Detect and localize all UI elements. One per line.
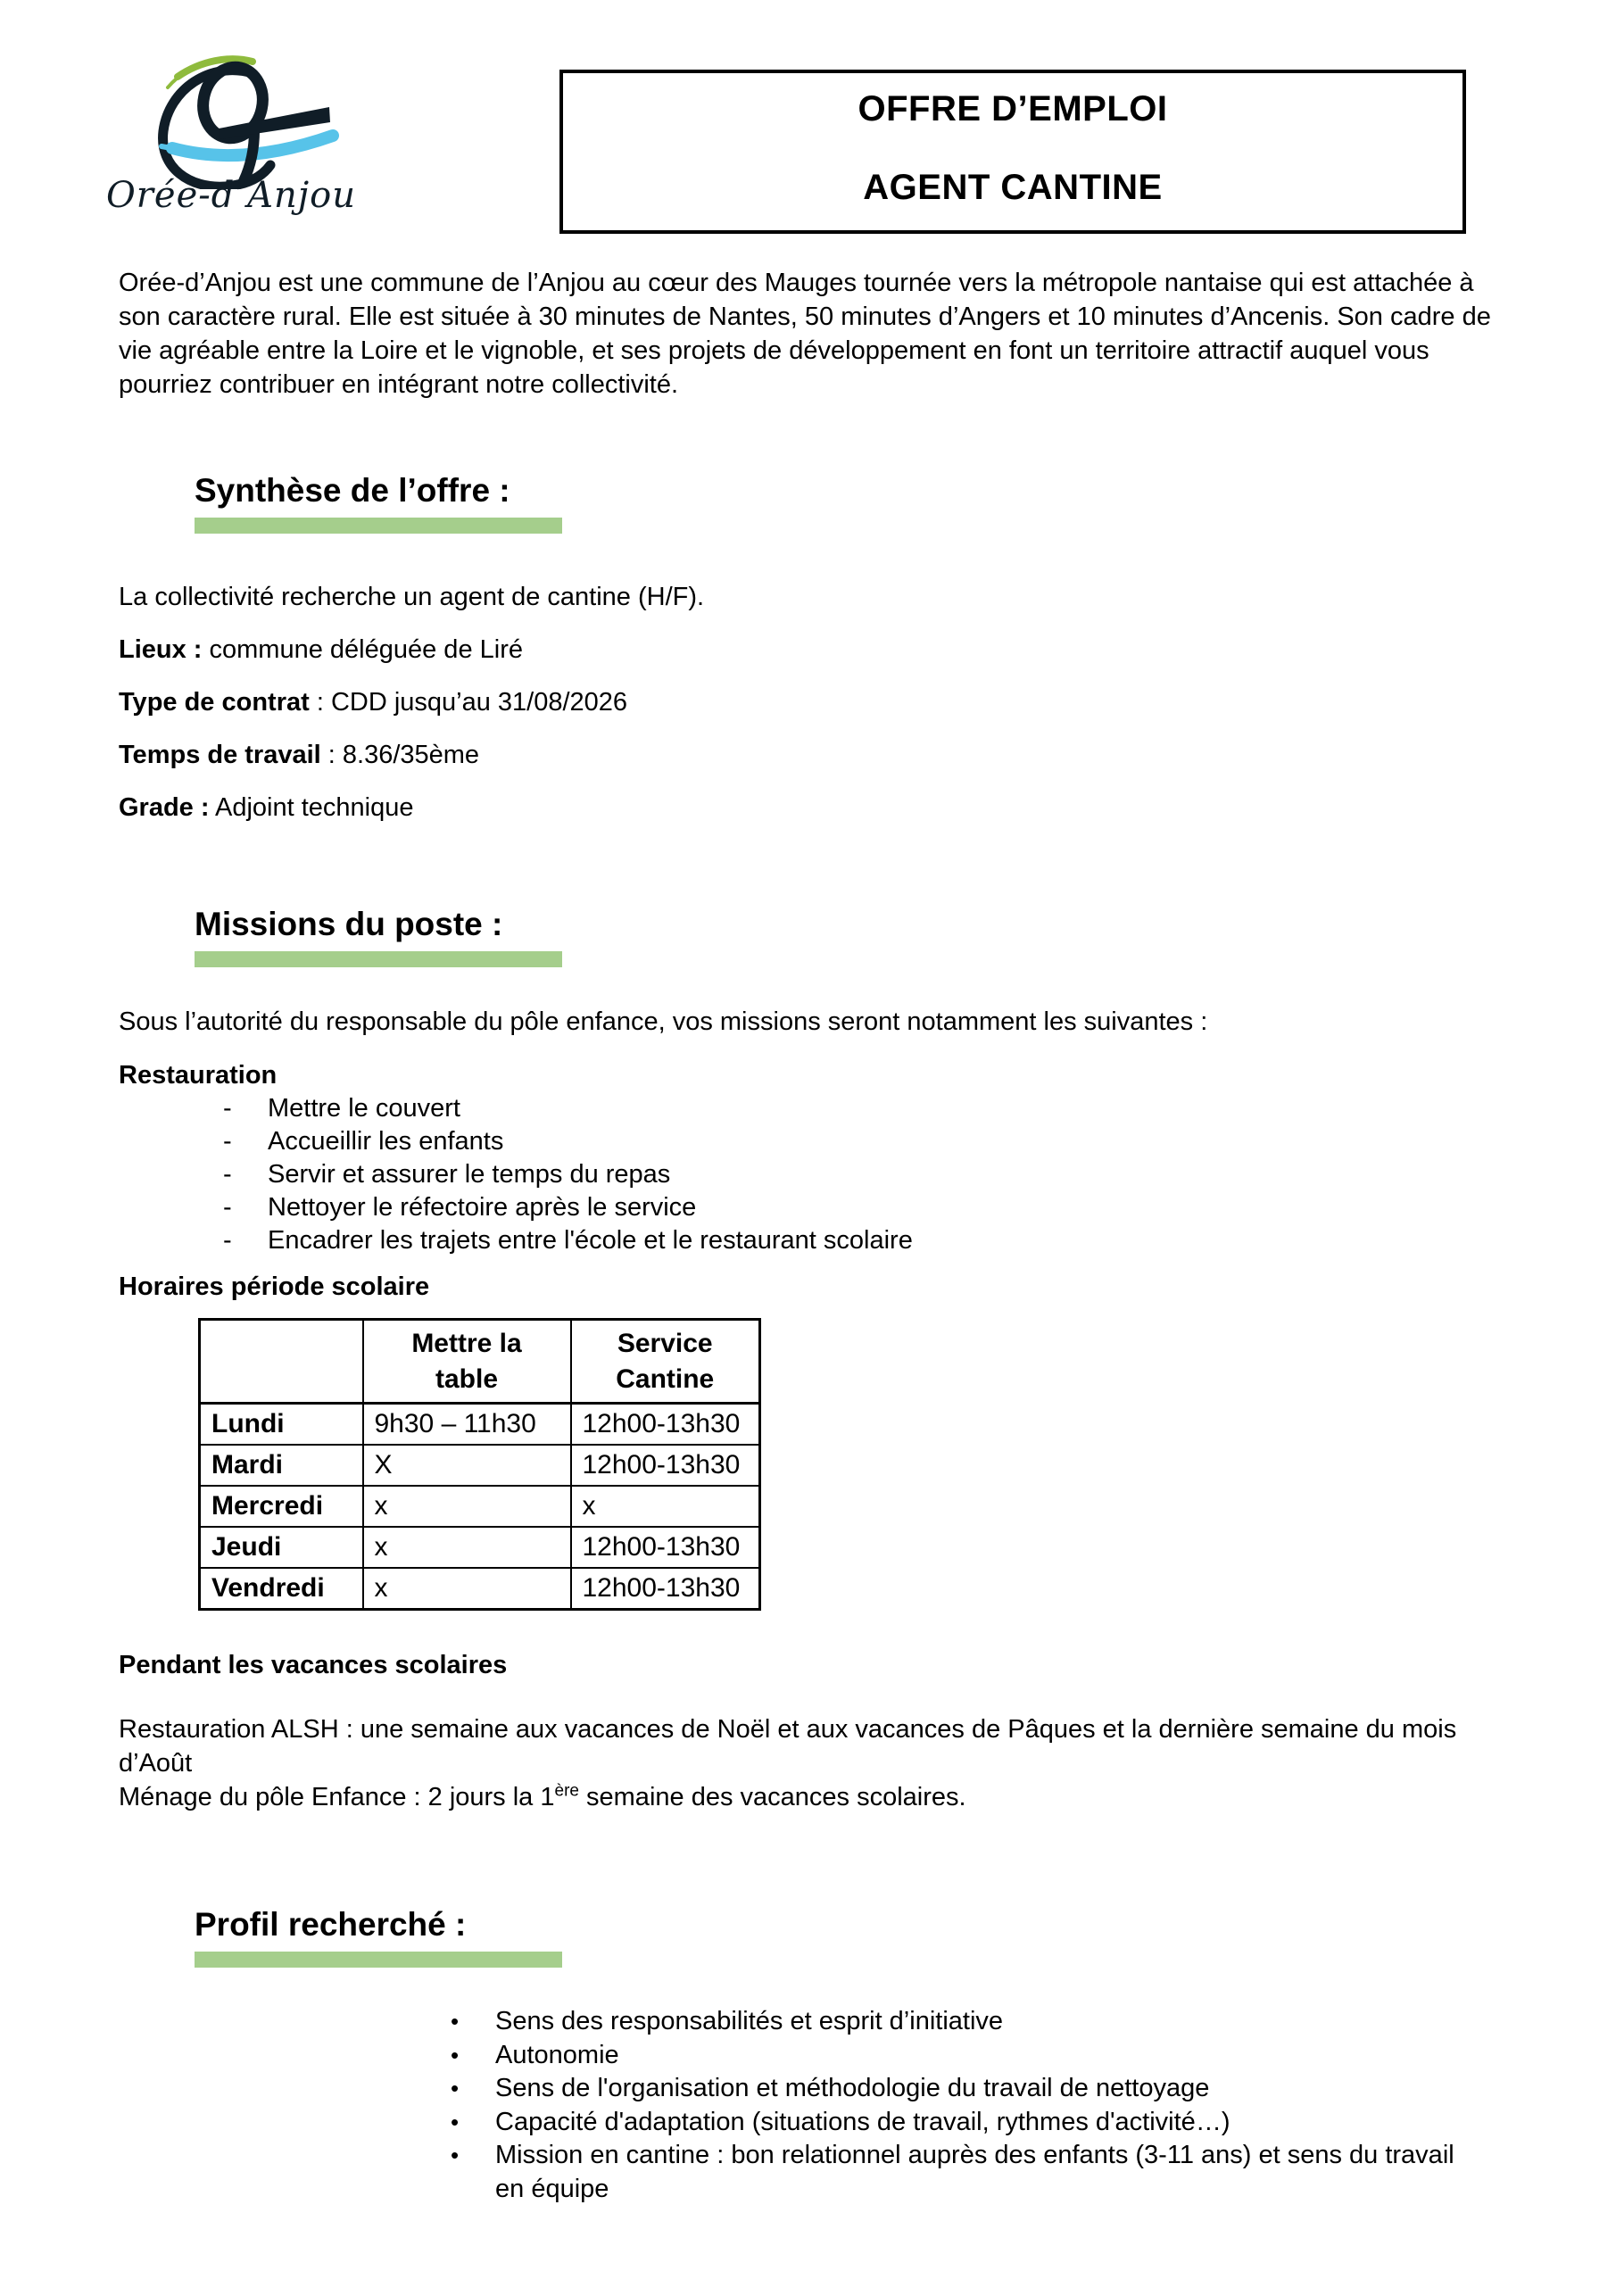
field-lieux [119, 633, 1508, 667]
field-label: Temps de travail [119, 741, 321, 769]
accent-bar [195, 518, 562, 534]
title-box [559, 70, 1466, 234]
accent-bar [195, 951, 562, 967]
service-cell: 12h00-13h30 [571, 1527, 760, 1568]
service-cell: 12h00-13h30 [571, 1568, 760, 1610]
day-cell: Lundi [200, 1404, 363, 1446]
bullet-icon: • [451, 2108, 460, 2135]
bullet-icon: • [451, 2041, 460, 2068]
section-synthese [119, 473, 1508, 825]
bullet-text: Sens des responsabilités et esprit d’initiative [495, 2007, 1004, 2035]
day-cell: Mercredi [200, 1486, 363, 1527]
mettre-cell: x [363, 1486, 571, 1527]
dash-marker: - [223, 1226, 232, 1255]
schedule-table-header [200, 1320, 760, 1404]
day-cell: Vendredi [200, 1568, 363, 1610]
synthese-heading: Synthèse de l’offre : [195, 472, 510, 509]
intro-paragraph: Orée-d’Anjou est une commune de l’Anjou au cœur des Mauges tournée vers la métropole nantaise qui est attachée à son caractère rural. Elle est située à 30 minutes de Nantes, 50 minutes d’Angers et 10 minutes d’Ancenis. Son cadre de vie agréable entre la Loire et le vignoble, et ses projets de développement en font un territoire attractif auquel vous pourriez contribuer en intégrant notre collectivité. [119, 269, 1491, 399]
oree-danjou-logo [106, 46, 386, 216]
vacances-heading: Pendant les vacances scolaires [119, 1651, 508, 1679]
accent-bar [195, 1952, 562, 1968]
field-value: Adjoint technique [209, 793, 414, 822]
dash-marker: - [223, 1094, 232, 1123]
missions-intro: Sous l’autorité du responsable du pôle enfance, vos missions seront notamment les suivantes : [119, 1007, 1208, 1036]
table-row [200, 1568, 760, 1610]
bullet-icon: • [451, 2075, 460, 2101]
list-item [119, 1092, 1508, 1125]
service-cell: x [571, 1486, 760, 1527]
corner-cell [200, 1320, 363, 1404]
restauration-task-list [119, 1092, 1508, 1257]
list-item [119, 1224, 1508, 1257]
bullet-text: Capacité d'adaptation (situations de travail, rythmes d'activité…) [495, 2107, 1230, 2136]
list-item [119, 2072, 1457, 2106]
day-cell: Jeudi [200, 1527, 363, 1568]
field-type-contrat [119, 685, 1508, 719]
field-value: commune déléguée de Liré [202, 635, 523, 664]
table-row [200, 1404, 760, 1446]
dash-marker: - [223, 1193, 232, 1222]
list-item [119, 2106, 1457, 2140]
field-label: Lieux : [119, 635, 203, 664]
section-profil [119, 1907, 1508, 2206]
synthese-body [119, 580, 1508, 825]
service-cell: 12h00-13h30 [571, 1404, 760, 1446]
bullet-text: Sens de l'organisation et méthodologie du travail de nettoyage [495, 2074, 1210, 2102]
document-header [106, 46, 1508, 234]
task-text: Mettre le couvert [268, 1094, 460, 1123]
synthese-intro-line: La collectivité recherche un agent de cantine (H/F). [119, 583, 705, 611]
task-text: Accueillir les enfants [268, 1127, 504, 1156]
table-row [200, 1486, 760, 1527]
task-text: Nettoyer le réfectoire après le service [268, 1193, 697, 1222]
dash-marker: - [223, 1127, 232, 1156]
bullet-text: Mission en cantine : bon relationnel auprès des enfants (3-11 ans) et sens du travail en équipe [495, 2141, 1454, 2203]
bullet-icon: • [451, 2142, 460, 2168]
table-row [200, 1527, 760, 1568]
vacances-line-menage: Ménage du pôle Enfance : 2 jours la 1ère semaine des vacances scolaires. [119, 1781, 966, 1811]
day-cell: Mardi [200, 1445, 363, 1486]
mettre-cell: x [363, 1568, 571, 1610]
table-row [200, 1445, 760, 1486]
vacances-line-restauration: Restauration ALSH : une semaine aux vacances de Noël et aux vacances de Pâques et la dernière semaine du mois d’Août [119, 1715, 1457, 1778]
section-missions [119, 907, 1508, 1814]
missions-heading: Missions du poste : [195, 906, 503, 942]
col-header-service-cantine: Service Cantine [571, 1320, 760, 1404]
schedule-heading: Horaires période scolaire [119, 1272, 430, 1301]
list-item [119, 1191, 1508, 1224]
logo-wordmark: Orée-d’Anjou [106, 175, 356, 216]
field-value: : CDD jusqu’au 31/08/2026 [309, 688, 628, 717]
field-temps-travail [119, 738, 1508, 772]
field-grade [119, 791, 1508, 825]
list-item [119, 2005, 1457, 2039]
restauration-subheading: Restauration [119, 1061, 278, 1090]
profil-bullet-list [119, 2005, 1457, 2206]
field-label: Type de contrat [119, 688, 310, 717]
document-title-line-1: OFFRE D’EMPLOI [858, 89, 1168, 128]
bullet-text: Autonomie [495, 2040, 619, 2069]
mettre-cell: 9h30 – 11h30 [363, 1404, 571, 1446]
bullet-icon: • [451, 2008, 460, 2035]
schedule-table [198, 1318, 761, 1611]
oree-danjou-logo-icon [119, 46, 342, 189]
service-cell: 12h00-13h30 [571, 1445, 760, 1486]
mettre-cell: X [363, 1445, 571, 1486]
task-text: Encadrer les trajets entre l'école et le restaurant scolaire [268, 1226, 913, 1255]
list-item [119, 1158, 1508, 1191]
list-item [119, 2039, 1457, 2073]
vacances-body [119, 1712, 1508, 1814]
superscript-ere: ère [554, 1781, 579, 1801]
list-item [119, 1125, 1508, 1158]
mettre-cell: x [363, 1527, 571, 1568]
col-header-mettre-la-table: Mettre la table [363, 1320, 571, 1404]
task-text: Servir et assurer le temps du repas [268, 1160, 671, 1189]
dash-marker: - [223, 1160, 232, 1189]
profil-heading: Profil recherché : [195, 1906, 467, 1943]
field-value: : 8.36/35ème [320, 741, 480, 769]
document-title-line-2: AGENT CANTINE [863, 168, 1163, 207]
list-item [119, 2139, 1457, 2206]
field-label: Grade : [119, 793, 210, 822]
